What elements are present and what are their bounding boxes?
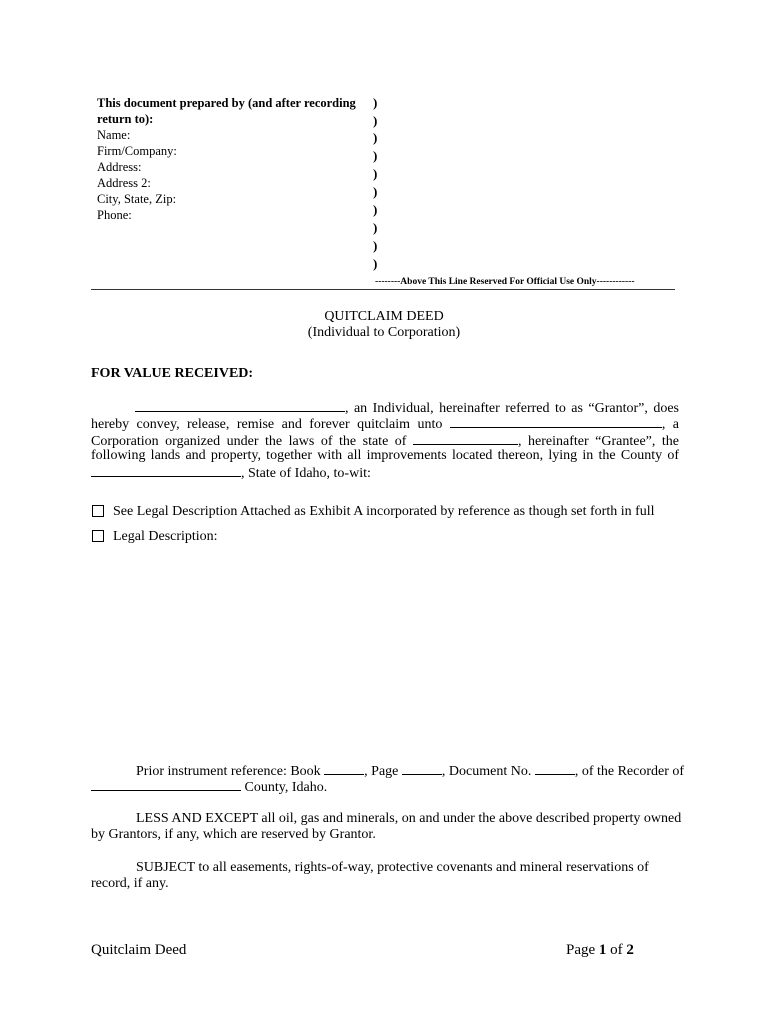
paren: ) [373,184,378,199]
paren: ) [373,238,378,253]
paren: ) [373,220,378,235]
legal-description-checkbox[interactable] [92,530,104,542]
grant-text: following lands and property, together with all improvements located thereon, lying in the County of [91,448,679,463]
paren: ) [373,256,378,271]
grant-line [91,415,679,433]
prepared-by-heading-2: return to): [97,112,154,126]
paren: ) [373,202,378,217]
paren: ) [373,95,378,110]
current-page: 1 [598,942,607,958]
prior-text: , of the Recorder of [574,764,685,779]
subject-line-2: record, if any. [91,876,169,891]
grant-text: , a [661,417,679,432]
prepared-by-heading: This document prepared by (and after recording [97,96,356,110]
prior-text: Prior instrument reference: Book [136,764,321,779]
official-use-rule [91,289,675,290]
subject-line-1: SUBJECT to all easements, rights-of-way, protective covenants and mineral reservations of [136,860,649,875]
for-value-received: FOR VALUE RECEIVED: [91,366,254,381]
paren: ) [373,113,378,128]
footer-title: Quitclaim Deed [91,942,187,958]
page-word: Page [566,942,596,958]
field-city-state-zip[interactable]: City, State, Zip: [97,192,177,206]
paren: ) [373,166,378,181]
paren: ) [373,148,378,163]
exhibit-a-label: See Legal Description Attached as Exhibit A incorporated by reference as though set forth in full [113,504,655,519]
book-blank[interactable] [324,762,364,775]
official-use-label: --------Above This Line Reserved For Official Use Only------------ [375,277,635,287]
document-subtitle: (Individual to Corporation) [307,325,461,340]
prior-text: , Page [364,764,399,779]
exhibit-a-checkbox[interactable] [92,505,104,517]
legal-description-label: Legal Description: [113,529,218,544]
recorder-county-blank[interactable] [91,778,241,791]
grant-line [91,464,371,482]
grantee-name-blank[interactable] [450,415,662,428]
field-address-2[interactable]: Address 2: [97,176,151,190]
page-number [566,942,634,959]
field-phone[interactable]: Phone: [97,208,132,222]
page-blank[interactable] [402,762,442,775]
grant-text: hereby convey, release, remise and forever quitclaim unto [91,417,443,432]
county-blank[interactable] [91,464,241,477]
prior-line-2 [91,778,327,796]
field-firm[interactable]: Firm/Company: [97,144,177,158]
grantor-name-blank[interactable] [135,399,345,412]
document-no-blank[interactable] [535,762,575,775]
paren: ) [373,130,378,145]
prior-text: , Document No. [441,764,532,779]
document-title: QUITCLAIM DEED [324,309,444,324]
grant-text: Corporation organized under the laws of the state of [91,434,407,449]
grant-line [91,448,679,464]
total-pages: 2 [626,942,634,958]
less-except-line-2: by Grantors, if any, which are reserved by Grantor. [91,827,376,842]
grant-text: , an Individual, hereinafter referred to as “Grantor”, does [345,401,679,416]
grant-text: , hereinafter “Grantee”, the [518,434,680,449]
grant-text: , State of Idaho, to-wit: [241,466,371,481]
less-except-line-1: LESS AND EXCEPT all oil, gas and minerals, on and under the above described property owned [136,811,682,826]
field-name[interactable]: Name: [97,128,131,142]
of-word: of [610,942,623,958]
state-blank[interactable] [413,432,518,445]
prior-text: County, Idaho. [244,780,328,795]
field-address[interactable]: Address: [97,160,142,174]
